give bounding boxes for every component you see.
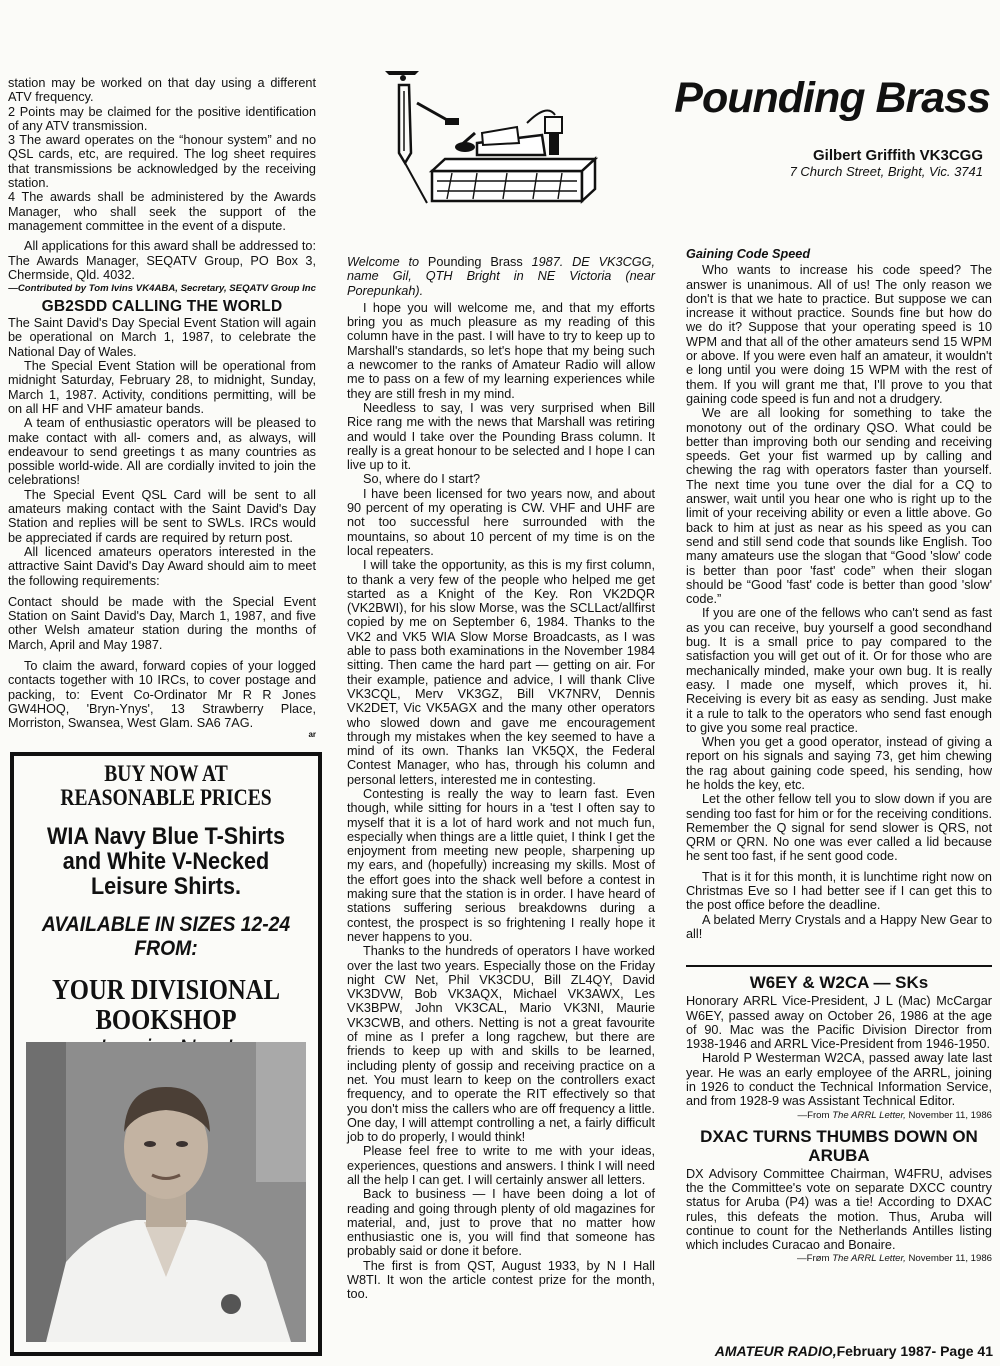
sk-paragraph: Honorary ARRL Vice-President, J L (Mac) McCargar W6EY, passed away on October 26, 1986 at the age of 90. Mac was the Pacific Division Director from 1938-1946 and ARRL Vice-President from 1946-1950. <box>686 994 992 1052</box>
dxac-paragraph: DX Advisory Committee Chairman, W4FRU, advises the the Committee's vote on separate DXCC country status for Aruba (P4) was a tie! According to DXAC rules, this defeats the motion. Thus, Aruba will continue to count for the Netherlands Antilles listing which includes Curacao and Bonaire. <box>686 1166 992 1253</box>
body-paragraph: The first is from QST, August 1933, by N I Hall W8TI. It won the article contest prize for the month, too. <box>347 1258 655 1302</box>
author-name: Gilbert Griffith VK3CGG <box>812 147 983 164</box>
subheading: Gaining Code Speed <box>686 247 811 261</box>
credit-prefix: —Frøm <box>797 1253 833 1265</box>
ad-headline: BUY NOW AT REASONABLE PRICES <box>60 761 272 810</box>
ad-product: WIA Navy Blue T-Shirts and White V-Necked Leisure Shirts. <box>46 823 286 900</box>
award-rule-intro: station may be worked on that day using a different ATV frequency. <box>8 76 316 105</box>
shirt-advertisement <box>10 752 322 1356</box>
end-mark: ar <box>308 730 316 740</box>
gb2sdd-paragraph: The Special Event Station will be operational from midnight Saturday, February 28, to midnight, Sunday, March 1, 1987. Activity, conditions permitting, will be on all HF and VHF amateur bands. <box>8 359 316 416</box>
body-paragraph: Contesting is really the way to learn fast. Even though, while sitting for hours in a 'test I often say to myself that it is a lot of hard work and not much fun, especially when things are a little quiet, I think I get the enjoyment from meeting new people, sharpening up my ears, and (hopefully) increasing my skills. Most of the effort goes into the shack well before a contest in making sure that the station is in order. I have heard of stations suffering serious breakdowns during a contest, the prospect is so frightening I really hope it never happens to you. <box>347 786 655 944</box>
column-right <box>686 247 992 1269</box>
model-photo <box>26 1042 306 1342</box>
sk-credit <box>686 1110 992 1121</box>
sk-heading: W6EY & W2CA — SKs <box>749 973 929 993</box>
model-photo-illustration <box>26 1042 306 1342</box>
morse-key-illustration <box>377 63 599 213</box>
body-paragraph: I have been licensed for two years now, and about 90 percent of my operating is CW. VHF and UHF are not too successful here surrounded with the mountains, so about 10 percent of my time is on the local repeaters. <box>347 486 655 558</box>
gb2sdd-paragraph: A team of enthusiastic operators will be pleased to make contact with all- comers and, as always, will endeavour to send greetings t as many countries as possible world-wide. All are cordially invited to join the celebrations! <box>8 416 316 488</box>
claim-paragraph: To claim the award, forward copies of your logged contacts together with 10 IRCs, to cover postage and packing, to: Event Co-Ordinator Mr R R Jones GW4HOQ, 'Bryn-Ynys', 13 Strawberry Place, Morriston, Swansea, West Glam. SA6 7AG. <box>8 658 316 731</box>
page-footer <box>650 1343 993 1359</box>
gb2sdd-paragraph: The Special Event QSL Card will be sent to all amateurs making contact with the Saint David's Day Station and replies will be sent to SWLs. IRCs would be appreciated if cards are required by return post. <box>8 487 316 545</box>
body-paragraph: Please feel free to write to me with your ideas, experiences, questions and answers. I think I will need all the help I can get. I will certainly answer all letters. <box>347 1144 655 1187</box>
body-paragraph: So, where do I start? <box>363 472 481 487</box>
award-rule-2: 2 Points may be claimed for the positive identification of any ATV transmission. <box>8 104 316 133</box>
body-paragraph: I hope you will welcome me, and that my efforts bring you as much pleasure as my reading of this column have in the past. I will have to try to keep up to Marshall's standards, so let's hope that my being such a newcomer to the ranks of Amateur Radio will allow me to pass on a few of my learning experiences while they are still fresh in my mind. <box>347 300 655 401</box>
body-paragraph: Let the other fellow tell you to slow down if you are sending too fast for him or for the receiving conditions. Remember the Q signal for send slower is QRS, not QRM or QRN. No one was ever called a lid because he sent too fast, if he sent good code. <box>686 792 992 864</box>
body-paragraph: If you are one of the fellows who can't send as fast as you can receive, buy yourself a good secondhand bug. It is a small price to pay compared to the satisfaction you will get out of it. Or for those who are mechanically minded, make your own bug. It is really easy. I made one myself, which proves it, hi. Receiving is every bit as easy as sending. Just make it a rule to talk to the operators who send fast enough to give you some real practice. <box>686 606 992 735</box>
sk-paragraph: Harold P Westerman W2CA, passed away late last year. He was an early employee of the ARRL, joining in 1926 to conduct the Technical Information Service, and from 1928-9 was Assistant Technical Editor. <box>686 1051 992 1109</box>
body-paragraph: We are all looking for something to take the monotony out of the ordinary QSO. What could be better than improving both our sending and receiving speeds. Get your fist warmed up by calling and chewing the rag with operators faster than yourself. The next time you tune over the dial for a CQ to answer, wait until you hear one who is right up to the limit of your receiving ability or even a little above. Go back to him at just as near as his speed as you can send and still send code that sounds like English. Too many amateurs use the slogan that “Good 'slow' code is better than poor 'fast' code” when their slogan should be “Good 'fast' code is better than good 'slow' code.” <box>686 406 992 607</box>
body-paragraph: When you get a good operator, instead of giving a report on his signals and saying 73, get him chewing the rag about gaining code speed, his sending, how he holds the key, etc. <box>686 735 992 792</box>
award-rule-4: 4 The awards shall be administered by the Awards Manager, who shall seek the support of the management committee in the event of a dispute. <box>8 190 316 233</box>
welcome-column-name: Pounding Brass <box>427 255 523 269</box>
body-paragraph: I will take the opportunity, as this is my first column, to thank a very few of the people who helped me get started as a Knight of the Key. Ron VK2DQR (VK2BWI), for his slow Morse, was the SCLLact/allfirst copied by me on September 6, 1984. Thanks to the VK2 and VK5 WIA Slow Morse Broadcasts, as I was able to pass both examinations in the November 1984 sitting. Then came the hard part — getting on air. For their example, patience and advice, I will thank Clive VK3CQL, Merv VK3GZ, Bill VK7NRV, Dennis VK2DET, Vic VK5AGX and the many other operators who slowed down and gave me encouragement through my mistakes when the key seemed to have a mind of its own. Thanks Ian VK5QX, the Federal Contest Manager, who has, through his column and personal letters, interested me in contesting. <box>347 558 655 787</box>
welcome-prefix: Welcome to <box>347 255 428 269</box>
body-paragraph: Who wants to increase his code speed? The answer is unanimous. All of us! The only reason we don't is that we hate to practice. But suppose we can increase it without practice. Sounds fine but how do we do it? Suppose that your operating speed is 10 WPM and that all of the other amateurs send 15 WPM or above. If you were even half an amateur, it wouldn't e long until you were doing 15 WPM with the rest of them. If you will grant me that, I'll prove to you that gaining code speed is fun and not a drudgery. <box>686 263 992 406</box>
column-left <box>8 76 316 743</box>
credit-source: The ARRL Letter, <box>832 1109 906 1121</box>
welcome-rest: 1987. DE VK3CGG, name Gil, QTH Bright in NE Victoria (near Porepunkah). <box>347 255 655 298</box>
column-middle <box>347 255 655 1302</box>
award-rule-3: 3 The award operates on the “honour system” and no QSL cards, etc, are required. The log sheet requires that transmissions be acknowledged by the receiving station. <box>8 133 316 191</box>
credit-source: The ARRL Letter, <box>832 1253 906 1265</box>
contact-requirement: Contact should be made with the Special Event Station on Saint David's Day, March 1, 1987, and five other Welsh amateur station during the months of March, April and May 1987. <box>8 594 316 652</box>
applications-paragraph: All applications for this award shall be addressed to: The Awards Manager, SEQATV Group, PO Box 3, Chermside, Qld. 4032. <box>8 239 316 282</box>
dxac-heading: DXAC TURNS THUMBS DOWN ON ARUBA <box>700 1126 978 1165</box>
author-address: 7 Church Street, Bright, Vic. 3741 <box>789 164 983 179</box>
byline <box>720 147 983 179</box>
section-divider <box>686 965 992 967</box>
credit-date: November 11, 1986 <box>905 1253 992 1265</box>
dxac-credit <box>686 1253 992 1264</box>
magazine-name: AMATEUR RADIO, <box>714 1343 837 1359</box>
ad-sizes: AVAILABLE IN SIZES 12-24 FROM: <box>41 913 291 960</box>
welcome-paragraph <box>347 255 655 298</box>
gb2sdd-paragraph: The Saint David's Day Special Event Station will again be operational on March 1, 1987, to celebrate the National Day of Wales. <box>8 316 316 359</box>
contributor-credit: —Contributed by Tom Ivins VK4ABA, Secretary, SEQATV Group Inc <box>8 283 316 295</box>
body-paragraph: Needless to say, I was very surprised when Bill Rice rang me with the news that Marshall was retiring and would I take over the Pounding Brass column. It really is a great honour to be selected and I hope I can live up to it. <box>347 400 655 473</box>
closing-paragraph: A belated Merry Crystals and a Happy New Gear to all! <box>686 912 992 941</box>
ad-bookshop: YOUR DIVISIONAL BOOKSHOP <box>51 974 281 1036</box>
closing-paragraph: That is it for this month, it is lunchtime right now on Christmas Eve so I had better see if I can get this to the post office before the deadline. <box>686 869 992 913</box>
credit-date: November 11, 1986 <box>905 1109 992 1121</box>
body-paragraph: Thanks to the hundreds of operators I have worked over the last two years. Especially those on the Friday night CW Net, Phil VK3CDU, Bill ZL4QY, David VK3DVW, Bob VK3AQX, Michael VK3AWX, Les VK3BPW, John VK3CAL, Mario VK3NI, Maurie VK3CWB, and others. Netting is not a great favourite of mine as I prefer a long ragchew, but there are friends to keep up with and skills to be learned, including plenty of gossip and receiving practice on a net. You must learn to keep on the controllers exact frequency, and to operate the RIT effectively so that you don't miss the callers who are off frequency a little. One day, I will attempt controlling a net, a fairly difficult job to do properly, I would think! <box>347 944 655 1145</box>
article-title: Pounding Brass <box>674 74 990 122</box>
gb2sdd-heading: GB2SDD CALLING THE WORLD <box>41 298 283 316</box>
body-paragraph: Back to business — I have been doing a lot of reading and going through plenty of old magazines for material, and, just to prove that no matter how enthusiastic one is, you will find that someone has probably said or done it before. <box>347 1187 655 1259</box>
issue-page: February 1987- Page 41 <box>836 1343 993 1359</box>
credit-prefix: —From <box>797 1109 833 1121</box>
gb2sdd-paragraph: All licenced amateurs operators interested in the attractive Saint David's Day Award should aim to meet the following requirements: <box>8 544 316 588</box>
